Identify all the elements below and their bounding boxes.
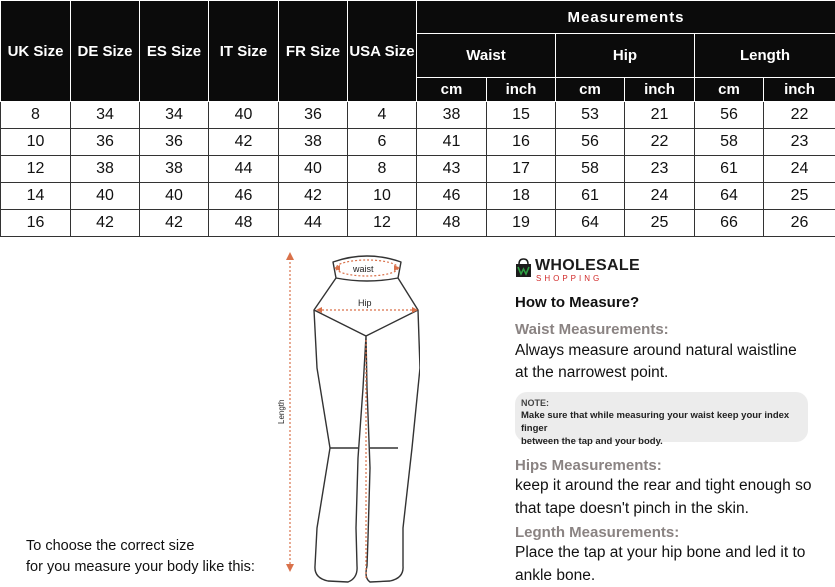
header-hip: Hip: [556, 34, 695, 78]
table-cell: 21: [625, 102, 695, 129]
header-de-size: DE Size: [71, 1, 140, 102]
table-cell: 4: [348, 102, 417, 129]
leggings-diagram: [270, 248, 420, 584]
table-cell: 41: [417, 129, 487, 156]
length-label: Length: [277, 400, 286, 424]
table-cell: 26: [764, 210, 835, 237]
table-cell: 23: [764, 129, 835, 156]
table-cell: 42: [140, 210, 209, 237]
table-cell: 58: [556, 156, 625, 183]
waist-section-title: Waist Measurements:: [515, 319, 669, 341]
length-section-title: Legnth Measurements:: [515, 522, 679, 544]
brand-name: WHOLESALE: [535, 258, 640, 274]
table-cell: 44: [209, 156, 279, 183]
header-hip-cm: cm: [556, 78, 625, 102]
table-cell: 14: [1, 183, 71, 210]
table-cell: 18: [487, 183, 556, 210]
choose-size-line-2: for you measure your body like this:: [26, 557, 255, 578]
table-cell: 61: [695, 156, 764, 183]
header-waist-inch: inch: [487, 78, 556, 102]
table-cell: 16: [1, 210, 71, 237]
table-cell: 10: [1, 129, 71, 156]
table-cell: 24: [764, 156, 835, 183]
length-arrow-up-icon: [286, 252, 294, 260]
table-cell: 42: [279, 183, 348, 210]
header-fr-size: FR Size: [279, 1, 348, 102]
choose-size-line-1: To choose the correct size: [26, 536, 255, 557]
header-length-inch: inch: [764, 78, 835, 102]
table-cell: 40: [279, 156, 348, 183]
length-arrow-down-icon: [286, 564, 294, 572]
waist-label: waist: [352, 264, 374, 274]
table-cell: 46: [209, 183, 279, 210]
table-cell: 38: [417, 102, 487, 129]
table-cell: 61: [556, 183, 625, 210]
how-to-measure-title: How to Measure?: [515, 292, 639, 314]
header-it-size: IT Size: [209, 1, 279, 102]
table-cell: 22: [764, 102, 835, 129]
table-cell: 46: [417, 183, 487, 210]
table-cell: 42: [71, 210, 140, 237]
table-cell: 43: [417, 156, 487, 183]
table-cell: 24: [625, 183, 695, 210]
choose-size-caption: [26, 536, 255, 578]
table-cell: 25: [764, 183, 835, 210]
size-table-body: [1, 102, 835, 237]
table-cell: 19: [487, 210, 556, 237]
table-row: [1, 183, 835, 210]
table-cell: 38: [71, 156, 140, 183]
table-cell: 36: [140, 129, 209, 156]
length-text-line-2: ankle bone.: [515, 565, 595, 587]
table-cell: 34: [71, 102, 140, 129]
header-length-cm: cm: [695, 78, 764, 102]
table-cell: 58: [695, 129, 764, 156]
table-cell: 22: [625, 129, 695, 156]
hips-section-title: Hips Measurements:: [515, 455, 662, 477]
table-cell: 53: [556, 102, 625, 129]
header-waist-cm: cm: [417, 78, 487, 102]
table-cell: 56: [695, 102, 764, 129]
table-cell: 8: [1, 102, 71, 129]
table-cell: 64: [695, 183, 764, 210]
waist-text-line-2: at the narrowest point.: [515, 362, 668, 384]
header-uk-size: UK Size: [1, 1, 71, 102]
note-text-line-2: between the tap and your body.: [521, 435, 808, 448]
table-cell: 6: [348, 129, 417, 156]
table-cell: 56: [556, 129, 625, 156]
header-waist: Waist: [417, 34, 556, 78]
header-hip-inch: inch: [625, 78, 695, 102]
table-cell: 38: [140, 156, 209, 183]
brand-subtitle: SHOPPING: [536, 274, 640, 283]
table-cell: 16: [487, 129, 556, 156]
shopping-bag-icon: [515, 258, 532, 278]
table-cell: 12: [348, 210, 417, 237]
table-cell: 40: [71, 183, 140, 210]
table-cell: 64: [556, 210, 625, 237]
table-cell: 17: [487, 156, 556, 183]
table-cell: 40: [209, 102, 279, 129]
hips-text-line-1: keep it around the rear and tight enough so: [515, 475, 811, 497]
table-cell: 8: [348, 156, 417, 183]
length-text-line-1: Place the tap at your hip bone and led it to: [515, 542, 805, 564]
note-label: NOTE:: [521, 398, 808, 409]
table-cell: 23: [625, 156, 695, 183]
header-length: Length: [695, 34, 835, 78]
header-usa-size: USA Size: [348, 1, 417, 102]
table-row: [1, 210, 835, 237]
hip-label: Hip: [358, 298, 372, 308]
table-cell: 66: [695, 210, 764, 237]
table-cell: 42: [209, 129, 279, 156]
table-cell: 36: [71, 129, 140, 156]
table-cell: 15: [487, 102, 556, 129]
table-cell: 48: [209, 210, 279, 237]
table-cell: 40: [140, 183, 209, 210]
table-row: [1, 129, 835, 156]
table-cell: 25: [625, 210, 695, 237]
table-cell: 36: [279, 102, 348, 129]
table-cell: 38: [279, 129, 348, 156]
table-cell: 12: [1, 156, 71, 183]
waist-text-line-1: Always measure around natural waistline: [515, 340, 797, 362]
table-cell: 10: [348, 183, 417, 210]
table-cell: 44: [279, 210, 348, 237]
table-cell: 48: [417, 210, 487, 237]
header-measurements: Measurements: [417, 1, 835, 34]
hips-text-line-2: that tape doesn't pinch in the skin.: [515, 498, 749, 520]
brand-logo: [515, 258, 640, 283]
size-chart-table: [0, 0, 835, 237]
header-es-size: ES Size: [140, 1, 209, 102]
table-row: [1, 102, 835, 129]
note-text-line-1: Make sure that while measuring your waist keep your index finger: [521, 409, 808, 435]
table-row: [1, 156, 835, 183]
note-box: [515, 392, 808, 442]
table-cell: 34: [140, 102, 209, 129]
